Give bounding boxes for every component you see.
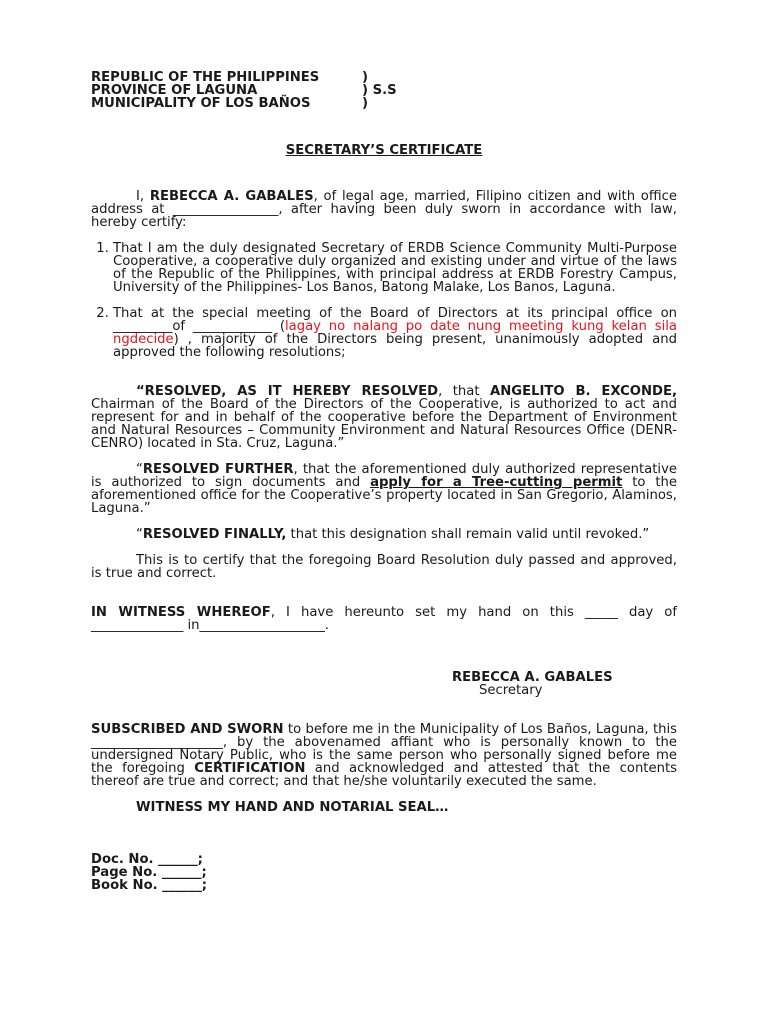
page-number: Page No. ______; [91, 865, 207, 880]
venue-caption [91, 71, 677, 110]
resolution-2-emphasis: apply for a Tree-cutting permit [370, 475, 623, 490]
resolution-3-bold: RESOLVED FINALLY, [142, 527, 287, 542]
resolution-1-lead: “RESOLVED, AS IT HEREBY RESOLVED [136, 384, 439, 399]
certification-list [91, 242, 677, 359]
witness-rest: , I have hereunto set my hand on this _____ day of ______________ in___________________. [91, 605, 677, 633]
resolution-2 [91, 463, 677, 515]
caption-mark-2: ) S.S [362, 83, 397, 98]
caption-line-republic: REPUBLIC OF THE PHILIPPINES [91, 70, 320, 85]
caption-line-municipality: MUNICIPALITY OF LOS BAÑOS [91, 96, 311, 111]
resolution-3-rest: that this designation shall remain valid until revoked.” [286, 527, 650, 542]
resolution-1-rest: Chairman of the Board of the Directors of the Cooperative, is authorized to act and represent for and in behalf of the cooperative before the Department of Environment and Natural Resources – Community Environment and Natural Resources Office (DENR-CENRO) located in Sta. Cruz, Laguna.” [91, 397, 677, 451]
doc-number: Doc. No. ______; [91, 852, 203, 867]
document-title: SECRETARY’S CERTIFICATE [285, 143, 483, 158]
resolution-2-bold: RESOLVED FURTHER [142, 462, 294, 477]
witness-bold: IN WITNESS WHEREOF [91, 605, 271, 620]
intro-paragraph [91, 190, 677, 229]
docket-block [91, 853, 677, 892]
jurat-bold-1: SUBSCRIBED AND SWORN [91, 722, 284, 737]
resolution-3 [91, 528, 677, 541]
signatory-name: REBECCA A. GABALES [452, 670, 613, 685]
resolution-1 [91, 385, 677, 450]
resolution-2-rest: to the aforementioned office for the Cooperative’s property located in San Gregorio, Alaminos, Laguna.” [91, 475, 678, 516]
item-1-text: That I am the duly designated Secretary of ERDB Science Community Multi-Purpose Cooperative, a cooperative duly organized and existing under and virtue of the laws of the Republic of the Philippines, with principal address at ERDB Forestry Campus, University of the Philippines- Los Banos, Batong Malake, Los Banos, Laguna. [113, 241, 677, 295]
resolution-2-lead: “ [136, 462, 143, 477]
caption-mark-1: ) [362, 70, 369, 85]
jurat-mid: to before me in the Municipality of Los Baños, Laguna, this ____________________, by the abovenamed affiant who is personally known to the undersigned Notary Public, who is the same person who personally signed before me the foregoing [91, 722, 678, 776]
jurat-bold-2: CERTIFICATION [194, 761, 306, 776]
resolution-1-mid: , that [438, 384, 491, 399]
affiant-name: REBECCA A. GABALES [149, 189, 314, 204]
book-number: Book No. ______; [91, 878, 208, 893]
caption-mark-3: ) [362, 96, 369, 111]
intro-rest: , of legal age, married, Filipino citizen and with office address at ________________, after having been duly sworn in accordance with law, hereby certify: [91, 189, 677, 230]
certify-paragraph: This is to certify that the foregoing Board Resolution duly passed and approved, is true and correct. [91, 553, 677, 581]
item-2-before: That at the special meeting of the Board of Directors at its principal office on _________of ____________ ( [113, 306, 677, 334]
chairman-name: ANGELITO B. EXCONDE, [490, 384, 678, 399]
signature-block [91, 671, 677, 697]
intro-lead: I, [136, 189, 150, 204]
item-2-note: lagay no nalang po date nung meeting kung kelan sila ngdecide [113, 319, 677, 347]
secretary-certificate-document [91, 71, 677, 892]
list-item [113, 307, 677, 359]
item-2-after: ) , majority of the Directors being present, unanimously adopted and approved the following resolutions; [113, 332, 677, 360]
jurat-paragraph [91, 723, 677, 788]
jurat-rest: and acknowledged and attested that the contents thereof are true and correct; and that he/she voluntarily executed the same. [91, 761, 677, 789]
caption-line-province: PROVINCE OF LAGUNA [91, 83, 258, 98]
list-item [113, 242, 677, 294]
notarial-seal-line: WITNESS MY HAND AND NOTARIAL SEAL… [136, 800, 449, 815]
resolution-3-lead: “ [136, 527, 143, 542]
signatory-role: Secretary [479, 683, 543, 698]
resolution-2-mid: , that the aforementioned duly authorized representative is authorized to sign documents and [91, 462, 677, 490]
witness-paragraph [91, 606, 677, 632]
